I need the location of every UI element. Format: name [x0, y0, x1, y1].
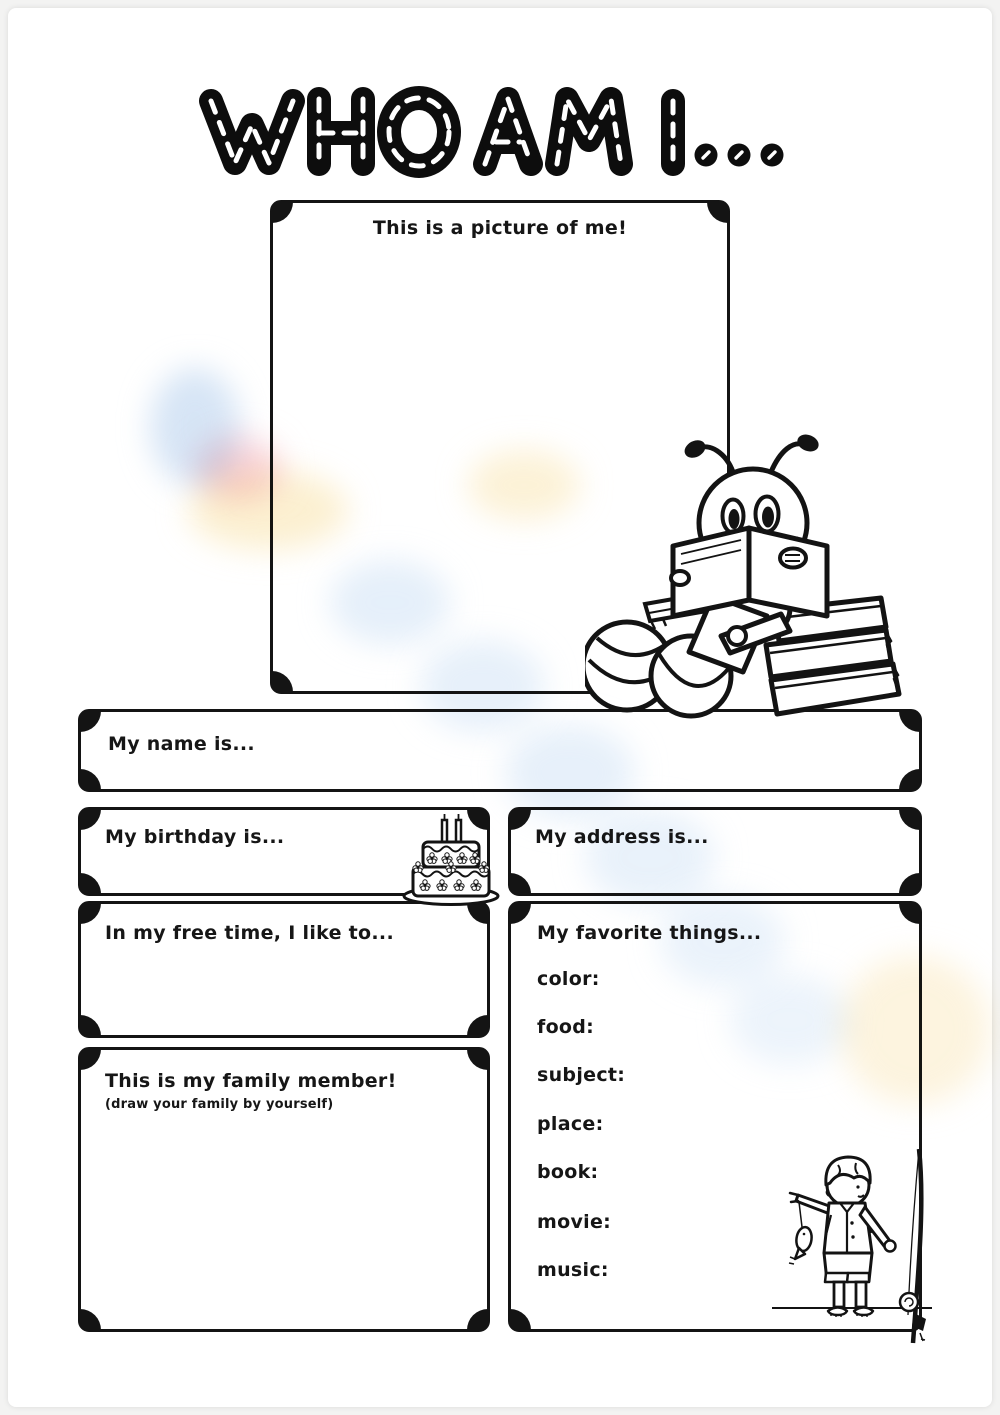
corner-ornament — [80, 809, 101, 830]
corner-ornament — [510, 809, 531, 830]
corner-ornament — [80, 1015, 101, 1036]
corner-ornament — [80, 873, 101, 894]
favorite-item-color: color: — [537, 968, 600, 990]
corner-ornament — [510, 903, 531, 924]
corner-ornament — [80, 903, 101, 924]
family-box-sublabel: (draw your family by yourself) — [105, 1097, 334, 1112]
corner-ornament — [899, 769, 920, 790]
corner-ornament — [80, 769, 101, 790]
corner-ornament — [899, 873, 920, 894]
name-box-label: My name is... — [108, 733, 255, 755]
corner-ornament — [467, 873, 488, 894]
favorite-item-music: music: — [537, 1259, 609, 1281]
favorites-box[interactable] — [508, 901, 922, 1332]
corner-ornament — [467, 1049, 488, 1070]
corner-ornament — [467, 1015, 488, 1036]
birthday-box-label: My birthday is... — [105, 826, 285, 848]
favorite-item-place: place: — [537, 1113, 604, 1135]
family-box-label: This is my family member! — [105, 1070, 397, 1092]
favorite-item-food: food: — [537, 1016, 595, 1038]
page-title — [0, 21, 1, 22]
corner-ornament — [899, 711, 920, 732]
family-box[interactable] — [78, 1047, 490, 1332]
birthday-box[interactable] — [78, 807, 490, 896]
favorite-item-subject: subject: — [537, 1064, 626, 1086]
corner-ornament — [510, 1309, 531, 1330]
corner-ornament — [510, 873, 531, 894]
corner-ornament — [467, 809, 488, 830]
favorite-item-movie: movie: — [537, 1211, 612, 1233]
free-time-box[interactable] — [78, 901, 490, 1038]
favorite-item-book: book: — [537, 1161, 599, 1183]
watermark-blob-blue — [150, 368, 240, 486]
picture-box-label: This is a picture of me! — [372, 217, 628, 239]
corner-ornament — [80, 1309, 101, 1330]
name-box[interactable] — [78, 709, 922, 792]
corner-ornament — [467, 1309, 488, 1330]
corner-ornament — [899, 903, 920, 924]
address-box[interactable] — [508, 807, 922, 896]
corner-ornament — [272, 671, 293, 692]
picture-box[interactable] — [270, 200, 730, 694]
favorites-box-label: My favorite things... — [537, 922, 762, 944]
free-time-box-label: In my free time, I like to... — [105, 922, 394, 944]
corner-ornament — [467, 903, 488, 924]
address-box-label: My address is... — [535, 826, 709, 848]
title-lettering — [195, 82, 805, 180]
corner-ornament — [80, 1049, 101, 1070]
corner-ornament — [899, 809, 920, 830]
corner-ornament — [80, 711, 101, 732]
